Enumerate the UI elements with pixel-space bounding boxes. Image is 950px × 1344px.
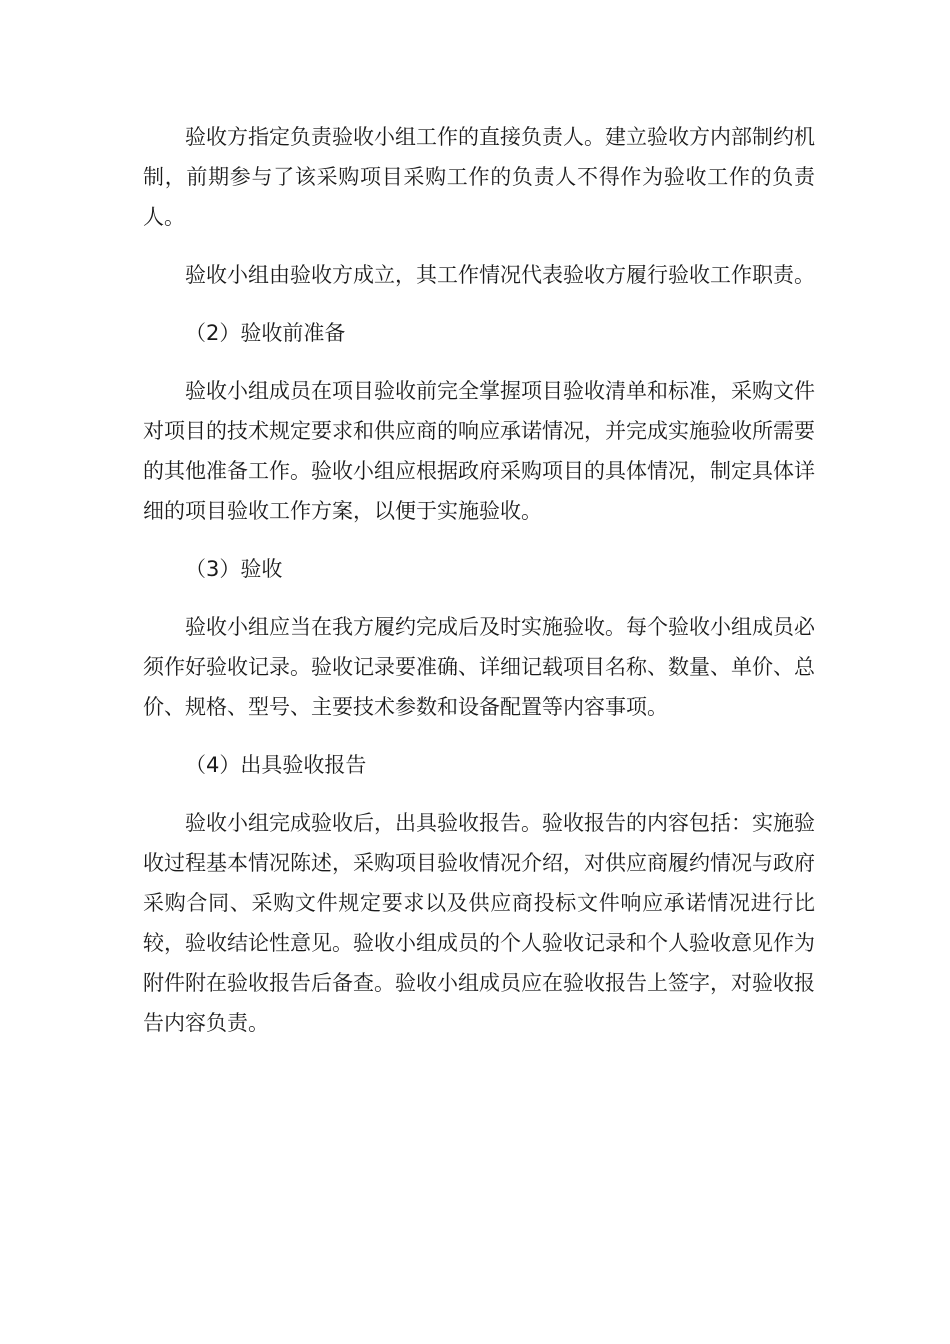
- section-heading-preparation: （2）验收前准备: [185, 321, 346, 345]
- paragraph-report: 验收小组完成验收后，出具验收报告。验收报告的内容包括：实施验收过程基本情况陈述，采购项目验收情况介绍，对供应商履约情况与政府采购合同、采购文件规定要求以及供应商投标文件响应承诺情况进行比较，验收结论性意见。验收小组成员的个人验收记录和个人验收意见作为附件附在验收报告后备查。验收小组成员应在验收报告上签字，对验收报告内容负责。: [143, 811, 815, 1035]
- section-heading-report: （4）出具验收报告: [185, 753, 367, 777]
- section-heading-acceptance: （3）验收: [185, 557, 283, 581]
- paragraph-preparation: 验收小组成员在项目验收前完全掌握项目验收清单和标准，采购文件对项目的技术规定要求和供应商的响应承诺情况，并完成实施验收所需要的其他准备工作。验收小组应根据政府采购项目的具体情况，制定具体详细的项目验收工作方案，以便于实施验收。: [143, 379, 815, 523]
- paragraph-acceptance: 验收小组应当在我方履约完成后及时实施验收。每个验收小组成员必须作好验收记录。验收记录要准确、详细记载项目名称、数量、单价、总价、规格、型号、主要技术参数和设备配置等内容事项。: [143, 615, 815, 719]
- paragraph-acceptance-lead: 验收方指定负责验收小组工作的直接负责人。建立验收方内部制约机制，前期参与了该采购项目采购工作的负责人不得作为验收工作的负责人。: [143, 125, 815, 229]
- document-body: [143, 117, 815, 1061]
- paragraph-acceptance-team: 验收小组由验收方成立，其工作情况代表验收方履行验收工作职责。: [185, 263, 815, 287]
